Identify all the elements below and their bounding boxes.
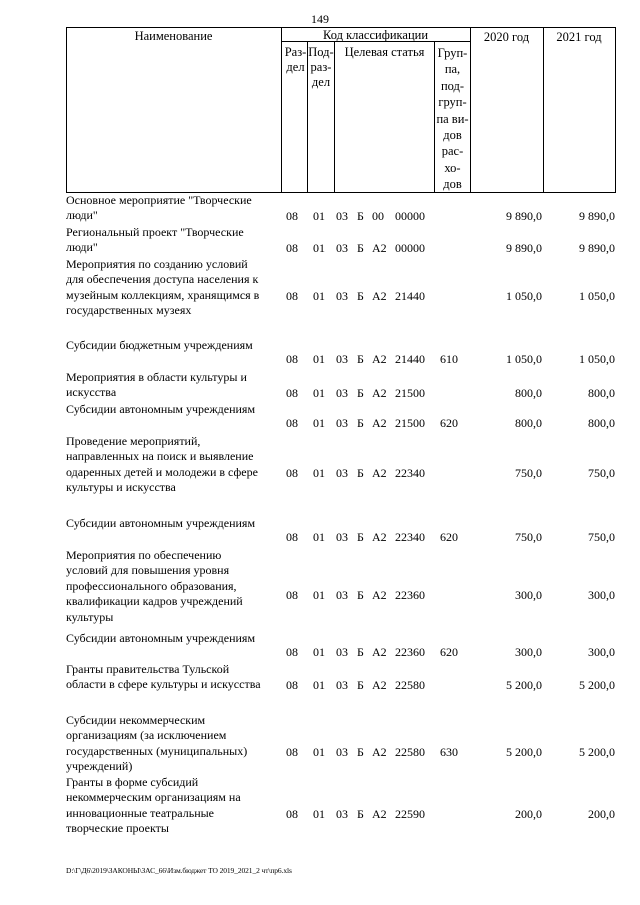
row-name: Субсидии бюджетным учреждениям <box>66 338 253 352</box>
value-2020-cell: 750,0 <box>515 465 542 480</box>
row-name: Мероприятия в области культуры и искусства <box>66 370 247 400</box>
value-2020-cell: 9 890,0 <box>506 241 542 256</box>
podrazdel-cell: 01 <box>313 806 325 821</box>
target-direction-cell: 22340 <box>395 530 425 544</box>
target-program-cell: 03 <box>336 209 348 224</box>
target-direction-cell: 21440 <box>395 352 425 366</box>
header-2020: 2020 год <box>483 30 530 44</box>
row-name: Проведение мероприятий, направленных на поиск и выявление одаренных детей и молодежи в сфере культуры и искусства <box>66 434 258 495</box>
file-path-footer: D:\Г\Д6\2019\ЗАКОНЫ\ЗАС_66\Изм.бюджет ТО 2019_2021_2 чт\пр6.xls <box>66 866 292 875</box>
value-2021-cell: 750,0 <box>588 530 615 544</box>
target-event-cell: А2 <box>372 416 387 430</box>
razdel-cell: 08 <box>286 209 298 224</box>
razdel-cell: 08 <box>286 352 298 366</box>
target-program-cell: 03 <box>336 352 348 366</box>
target-program-cell: 03 <box>336 386 348 401</box>
value-2021-cell: 1 050,0 <box>579 352 615 366</box>
target-direction-cell: 21440 <box>395 288 425 303</box>
podrazdel-cell: 01 <box>313 288 325 303</box>
razdel-cell: 08 <box>286 416 298 430</box>
group-cell: 620 <box>440 645 458 659</box>
row-name: Субсидии некоммерческим организациям (за исключением государственных (муниципальных) учреждений) <box>66 713 248 774</box>
target-subprogram-cell: Б <box>357 241 364 256</box>
value-2021-cell: 750,0 <box>588 465 615 480</box>
razdel-cell: 08 <box>286 465 298 480</box>
group-cell: 610 <box>440 352 458 366</box>
target-subprogram-cell: Б <box>357 587 364 602</box>
target-event-cell: А2 <box>372 386 387 401</box>
value-2021-cell: 5 200,0 <box>579 678 615 693</box>
value-2020-cell: 300,0 <box>515 587 542 602</box>
razdel-cell: 08 <box>286 386 298 401</box>
podrazdel-cell: 01 <box>313 744 325 759</box>
row-name: Мероприятия по созданию условий для обеспечения доступа населения к музейным коллекциям, хранящимся в государственных музеях <box>66 257 260 318</box>
target-program-cell: 03 <box>336 806 348 821</box>
target-direction-cell: 22340 <box>395 465 425 480</box>
table-header <box>66 27 616 193</box>
target-direction-cell: 22580 <box>395 678 425 693</box>
target-direction-cell: 22590 <box>395 806 425 821</box>
group-cell: 630 <box>440 744 458 759</box>
podrazdel-cell: 01 <box>313 209 325 224</box>
value-2021-cell: 9 890,0 <box>579 241 615 256</box>
row-name: Гранты правительства Тульской области в сфере культуры и искусства <box>66 662 261 692</box>
target-direction-cell: 22360 <box>395 587 425 602</box>
row-name: Региональный проект "Творческие люди" <box>66 225 244 255</box>
target-subprogram-cell: Б <box>357 288 364 303</box>
target-program-cell: 03 <box>336 241 348 256</box>
target-event-cell: А2 <box>372 465 387 480</box>
row-name: Гранты в форме субсидий некоммерческим организациям на инновационные театральные творческие проекты <box>66 775 241 836</box>
target-subprogram-cell: Б <box>357 806 364 821</box>
target-event-cell: А2 <box>372 241 387 256</box>
razdel-cell: 08 <box>286 806 298 821</box>
target-event-cell: 00 <box>372 209 384 224</box>
target-event-cell: А2 <box>372 530 387 544</box>
header-right-border <box>615 27 616 193</box>
divider-group <box>470 27 471 193</box>
target-subprogram-cell: Б <box>357 416 364 430</box>
value-2021-cell: 200,0 <box>588 806 615 821</box>
podrazdel-cell: 01 <box>313 386 325 401</box>
target-event-cell: А2 <box>372 645 387 659</box>
target-subprogram-cell: Б <box>357 678 364 693</box>
header-left-border <box>66 27 67 193</box>
value-2021-cell: 300,0 <box>588 587 615 602</box>
razdel-cell: 08 <box>286 241 298 256</box>
value-2020-cell: 1 050,0 <box>506 288 542 303</box>
header-podrazdel: Под- раз- дел <box>308 45 334 89</box>
target-subprogram-cell: Б <box>357 352 364 366</box>
target-event-cell: А2 <box>372 288 387 303</box>
target-subprogram-cell: Б <box>357 530 364 544</box>
target-direction-cell: 21500 <box>395 416 425 430</box>
target-subprogram-cell: Б <box>357 386 364 401</box>
target-program-cell: 03 <box>336 465 348 480</box>
header-target: Целевая статья <box>344 45 425 59</box>
target-subprogram-cell: Б <box>357 645 364 659</box>
razdel-cell: 08 <box>286 744 298 759</box>
razdel-cell: 08 <box>286 288 298 303</box>
row-name: Субсидии автономным учреждениям <box>66 631 256 645</box>
row-name: Мероприятия по обеспечению условий для повышения уровня профессионального образования, квалификации кадров учреждений культуры <box>66 548 243 624</box>
row-name: Субсидии автономным учреждениям <box>66 516 256 530</box>
value-2020-cell: 800,0 <box>515 416 542 430</box>
target-event-cell: А2 <box>372 678 387 693</box>
target-direction-cell: 00000 <box>395 209 425 224</box>
header-razdel: Раз- дел <box>284 45 307 74</box>
value-2020-cell: 5 200,0 <box>506 744 542 759</box>
header-name: Наименование <box>134 29 213 43</box>
target-program-cell: 03 <box>336 288 348 303</box>
target-direction-cell: 22360 <box>395 645 425 659</box>
target-program-cell: 03 <box>336 587 348 602</box>
target-direction-cell: 00000 <box>395 241 425 256</box>
value-2021-cell: 1 050,0 <box>579 288 615 303</box>
target-direction-cell: 22580 <box>395 744 425 759</box>
target-subprogram-cell: Б <box>357 465 364 480</box>
header-2021: 2021 год <box>556 30 602 44</box>
target-program-cell: 03 <box>336 744 348 759</box>
value-2020-cell: 200,0 <box>515 806 542 821</box>
target-program-cell: 03 <box>336 678 348 693</box>
target-program-cell: 03 <box>336 530 348 544</box>
target-event-cell: А2 <box>372 806 387 821</box>
razdel-cell: 08 <box>286 587 298 602</box>
target-event-cell: А2 <box>372 744 387 759</box>
value-2020-cell: 1 050,0 <box>506 352 542 366</box>
podrazdel-cell: 01 <box>313 530 325 544</box>
value-2020-cell: 800,0 <box>515 386 542 401</box>
podrazdel-cell: 01 <box>313 352 325 366</box>
podrazdel-cell: 01 <box>313 587 325 602</box>
razdel-cell: 08 <box>286 530 298 544</box>
podrazdel-cell: 01 <box>313 465 325 480</box>
value-2020-cell: 9 890,0 <box>506 209 542 224</box>
podrazdel-cell: 01 <box>313 241 325 256</box>
page-number: 149 <box>311 12 329 26</box>
value-2020-cell: 300,0 <box>515 645 542 659</box>
divider-podrazdel <box>334 41 335 193</box>
podrazdel-cell: 01 <box>313 678 325 693</box>
header-classification: Код классификации <box>322 28 429 42</box>
target-subprogram-cell: Б <box>357 744 364 759</box>
razdel-cell: 08 <box>286 645 298 659</box>
divider-name <box>281 27 282 193</box>
value-2020-cell: 750,0 <box>515 530 542 544</box>
target-program-cell: 03 <box>336 416 348 430</box>
group-cell: 620 <box>440 530 458 544</box>
value-2021-cell: 9 890,0 <box>579 209 615 224</box>
value-2021-cell: 800,0 <box>588 416 615 430</box>
group-cell: 620 <box>440 416 458 430</box>
row-name: Основное мероприятие "Творческие люди" <box>66 193 252 223</box>
target-event-cell: А2 <box>372 587 387 602</box>
target-program-cell: 03 <box>336 645 348 659</box>
row-name: Субсидии автономным учреждениям <box>66 402 256 416</box>
value-2021-cell: 800,0 <box>588 386 615 401</box>
value-2021-cell: 300,0 <box>588 645 615 659</box>
value-2021-cell: 5 200,0 <box>579 744 615 759</box>
divider-2020 <box>543 27 544 193</box>
target-event-cell: А2 <box>372 352 387 366</box>
podrazdel-cell: 01 <box>313 645 325 659</box>
target-direction-cell: 21500 <box>395 386 425 401</box>
podrazdel-cell: 01 <box>313 416 325 430</box>
razdel-cell: 08 <box>286 678 298 693</box>
header-group: Груп- па, под- груп- па ви- дов рас- хо- дов <box>436 46 469 192</box>
value-2020-cell: 5 200,0 <box>506 678 542 693</box>
target-subprogram-cell: Б <box>357 209 364 224</box>
